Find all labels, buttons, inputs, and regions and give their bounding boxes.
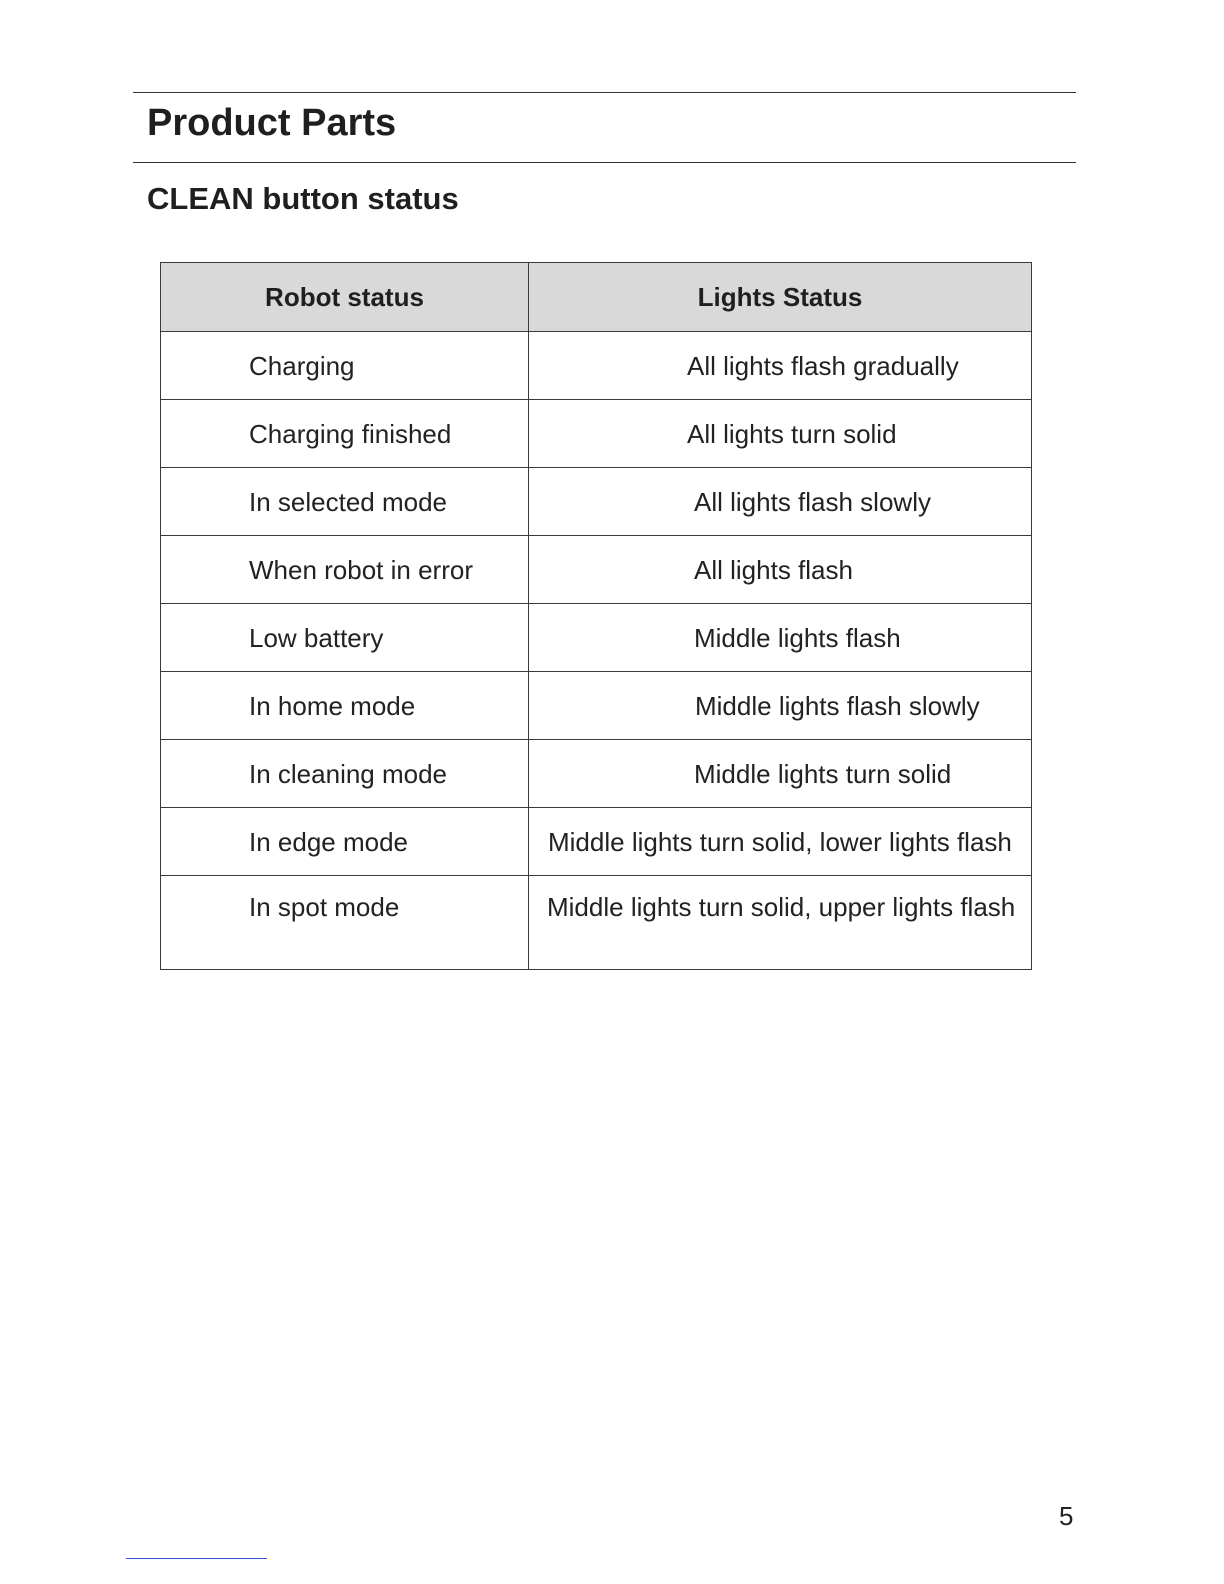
robot-status-cell: In home mode: [161, 672, 529, 740]
robot-status-cell: When robot in error: [161, 536, 529, 604]
lights-status-cell: All lights turn solid: [529, 400, 1032, 468]
table-row: [161, 808, 1032, 876]
lights-status-cell: All lights flash: [529, 536, 1032, 604]
column-header-lights-status: Lights Status: [529, 263, 1032, 332]
section-title: Product Parts: [147, 102, 397, 144]
table-row: [161, 876, 1032, 970]
table-row: [161, 604, 1032, 672]
lights-status-cell: Middle lights flash slowly: [529, 672, 1032, 740]
robot-status-cell: In spot mode: [161, 876, 529, 970]
robot-status-cell: In cleaning mode: [161, 740, 529, 808]
lights-status-cell: Middle lights turn solid, upper lights flash: [529, 876, 1032, 970]
table-row: [161, 740, 1032, 808]
page-number: 5: [1059, 1501, 1074, 1531]
lights-status-cell: Middle lights flash: [529, 604, 1032, 672]
table-row: [161, 468, 1032, 536]
table-row: [161, 400, 1032, 468]
header-rule-top: [133, 92, 1076, 93]
column-header-robot-status: Robot status: [161, 263, 529, 332]
lights-status-cell: Middle lights turn solid: [529, 740, 1032, 808]
table-row: [161, 332, 1032, 400]
lights-status-cell: All lights flash slowly: [529, 468, 1032, 536]
lights-status-cell: Middle lights turn solid, lower lights flash: [529, 808, 1032, 876]
table-row: [161, 672, 1032, 740]
lights-status-cell: All lights flash gradually: [529, 332, 1032, 400]
table-header-row: [161, 263, 1032, 332]
robot-status-cell: In edge mode: [161, 808, 529, 876]
table-row: [161, 536, 1032, 604]
clean-button-status-table: [160, 262, 1032, 970]
robot-status-cell: Charging finished: [161, 400, 529, 468]
robot-status-cell: In selected mode: [161, 468, 529, 536]
robot-status-cell: Low battery: [161, 604, 529, 672]
subsection-title: CLEAN button status: [147, 181, 459, 216]
footer-line: [126, 1558, 267, 1559]
robot-status-cell: Charging: [161, 332, 529, 400]
header-rule-bottom: [133, 162, 1076, 163]
